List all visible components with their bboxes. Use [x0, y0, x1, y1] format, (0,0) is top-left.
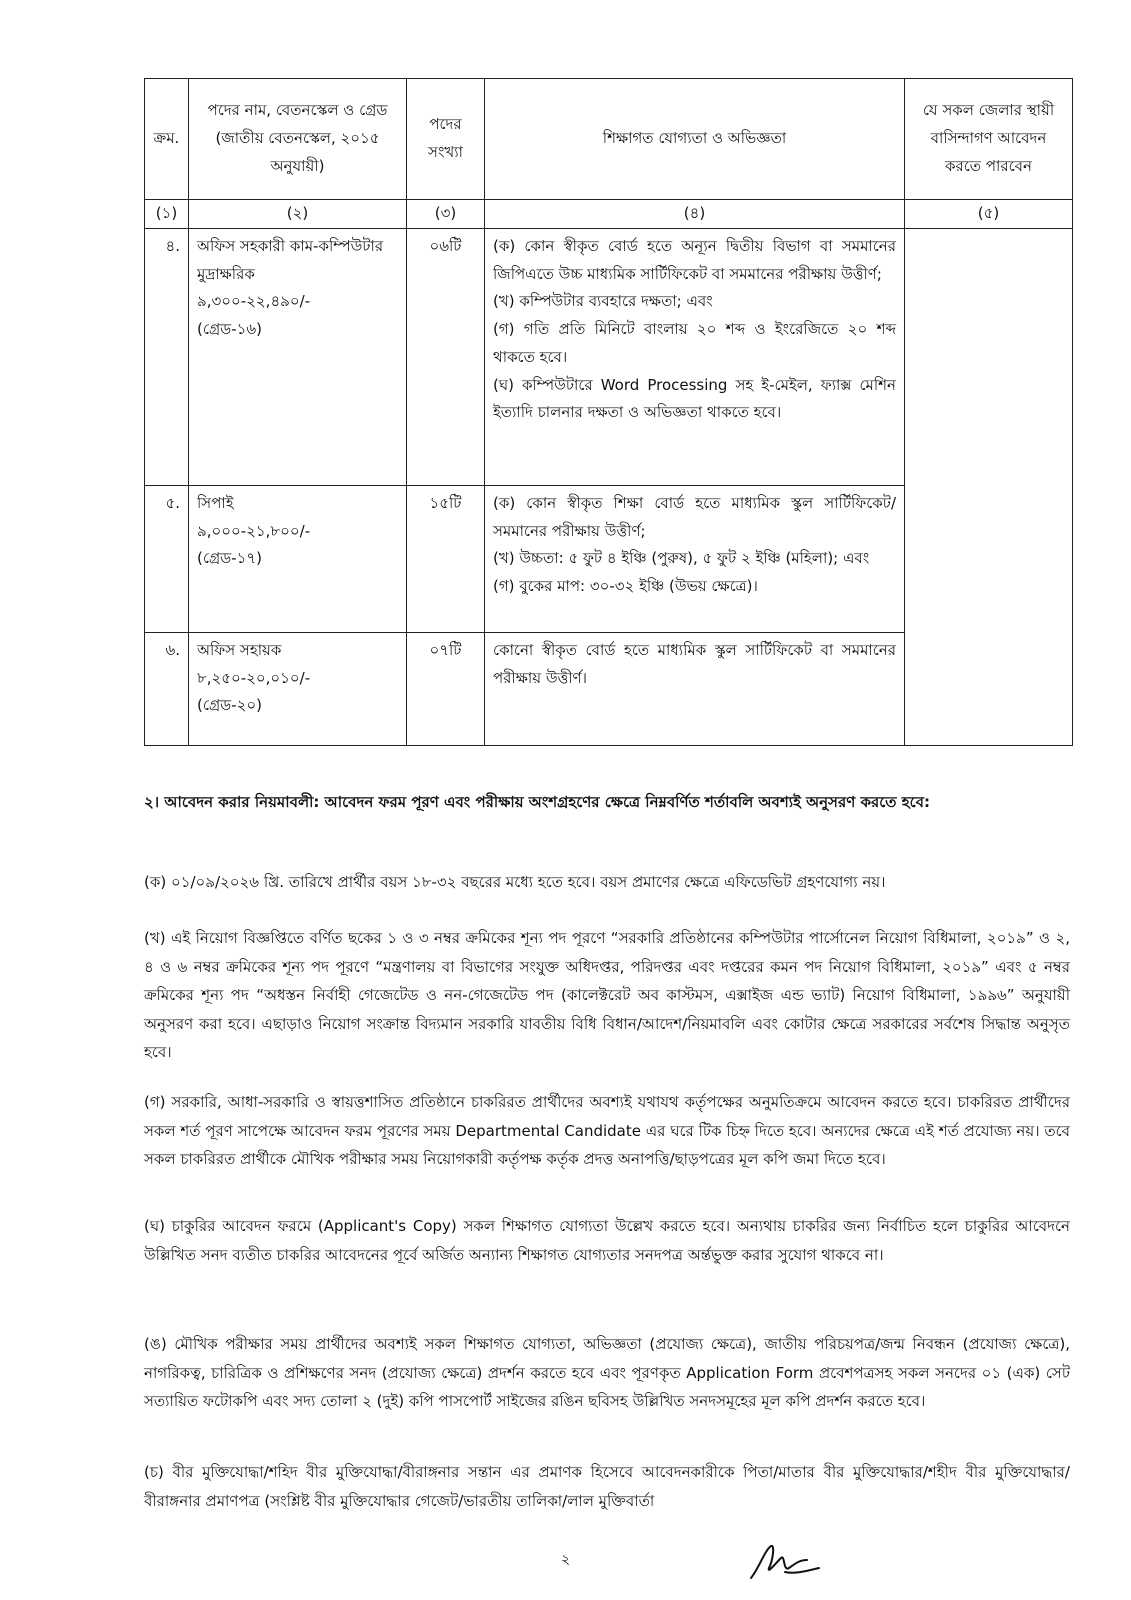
- header-post-count: পদের সংখ্যা: [407, 79, 485, 200]
- grade: (গ্রেড-২০): [197, 696, 262, 715]
- qualification-item: কোনো স্বীকৃত বোর্ড হতে মাধ্যমিক স্কুল সার্টিফিকেট বা সমমানের পরীক্ষায় উত্তীর্ণ।: [493, 640, 896, 687]
- page-number: ২: [560, 1552, 571, 1568]
- row-districts: [905, 228, 1073, 745]
- column-number: (১): [145, 200, 189, 229]
- column-number: (৫): [905, 200, 1073, 229]
- table-header-row: [145, 79, 1073, 200]
- post-name: সিপাই: [197, 493, 234, 512]
- row-post-cell: [189, 228, 407, 485]
- header-post-name: পদের নাম, বেতনস্কেল ও গ্রেড (জাতীয় বেতনস্কেল, ২০১৫ অনুযায়ী): [189, 79, 407, 200]
- qualification-item: (গ) গতি প্রতি মিনিটে বাংলায় ২০ শব্দ ও ইংরেজিতে ২০ শব্দ থাকতে হবে।: [493, 320, 896, 366]
- grade: (গ্রেড-১৬): [197, 320, 262, 338]
- column-number: (২): [189, 200, 407, 229]
- row-count: ১৫টি: [407, 485, 485, 632]
- row-post-cell: [189, 632, 407, 745]
- row-count: ০৬টি: [407, 228, 485, 485]
- header-districts: যে সকল জেলার স্থায়ী বাসিন্দাগণ আবেদন করতে পারবেন: [905, 79, 1073, 200]
- row-qualifications: [485, 632, 905, 745]
- row-serial: ৪.: [145, 228, 189, 485]
- qualification-item: (গ) বুকের মাপ: ৩০-৩২ ইঞ্চি (উভয় ক্ষেত্রে)।: [493, 577, 758, 595]
- rule-paragraph-ga: (গ) সরকারি, আধা-সরকারি ও স্বায়ত্তশাসিত প্রতিষ্ঠানে চাকরিরত প্রার্থীদের অবশ্যই যথাযথ কর্তৃপক্ষের অনুমতিক্রমে আবেদন করতে হবে। চাকরিরত প্রার্থীদের সকল শর্ত পূরণ সাপেক্ষে আবেদন ফরম পূরণের সময় Departmental Candidate এর ঘরে টিক চিহ্ন দিতে হবে। অন্যদের ক্ষেত্রে এই শর্ত প্রযোজ্য নয়। তবে সকল চাকরিরত প্রার্থীকে মৌখিক পরীক্ষার সময় নিয়োগকারী কর্তৃপক্ষ কর্তৃক প্রদত্ত অনাপত্তি/ছাড়পত্রের মূল কপি জমা দিতে হবে।: [144, 1093, 1070, 1168]
- signature-icon: [745, 1538, 825, 1586]
- rule-paragraph-gha: (ঘ) চাকুরির আবেদন ফরমে (Applicant's Copy) সকল শিক্ষাগত যোগ্যতা উল্লেখ করতে হবে। অন্যথায় চাকরির জন্য নির্বাচিত হলে চাকুরির আবেদনে উল্লিখিত সনদ ব্যতীত চাকরির আবেদনের পূর্বে অর্জিত অন্যান্য শিক্ষাগত যোগ্যতার সনদপত্র অর্ন্তভুক্ত করার সুযোগ থাকবে না।: [144, 1217, 1070, 1264]
- row-serial: ৬.: [145, 632, 189, 745]
- pay-scale: ৯,০০০-২১,৮০০/-: [197, 521, 311, 540]
- qualification-item: (ক) কোন স্বীকৃত শিক্ষা বোর্ড হতে মাধ্যমিক স্কুল সার্টিফিকেট/সমমানের পরীক্ষায় উত্তীর্ণ;: [493, 493, 896, 540]
- row-qualifications: [485, 228, 905, 485]
- rule-paragraph-ka: (ক) ০১/০৯/২০২৬ খ্রি. তারিখে প্রার্থীর বয়স ১৮-৩২ বছরের মধ্যে হতে হবে। বয়স প্রমাণের ক্ষেত্রে এফিডেভিট গ্রহণযোগ্য নয়।: [144, 873, 886, 891]
- column-number: (৩): [407, 200, 485, 229]
- post-name: অফিস সহায়ক: [197, 640, 282, 659]
- rule-paragraph-cha: (চ) বীর মুক্তিযোদ্ধা/শহিদ বীর মুক্তিযোদ্ধা/বীরাঙ্গনার সন্তান এর প্রমাণক হিসেবে আবেদনকারীকে পিতা/মাতার বীর মুক্তিযোদ্ধার/শহীদ বীর মুক্তিযোদ্ধার/বীরাঙ্গনার প্রমাণপত্র (সংশ্লিষ্ট বীর মুক্তিযোদ্ধার গেজেট/ভারতীয় তালিকা/লাল মুক্তিবার্তা: [144, 1463, 1070, 1510]
- header-serial: ক্রম.: [145, 79, 189, 200]
- qualification-item: (ঘ) কম্পিউটারে Word Processing সহ ই-মেইল, ফ্যাক্স মেশিন ইত্যাদি চালনার দক্ষতা ও অভিজ্ঞতা থাকতে হবে।: [493, 375, 896, 422]
- qualification-item: (ক) কোন স্বীকৃত বোর্ড হতে অন্যূন দ্বিতীয় বিভাগ বা সমমানের জিপিএতে উচ্চ মাধ্যমিক সার্টিফিকেট বা সমমানের পরীক্ষায় উত্তীর্ণ;: [493, 236, 896, 283]
- rule-paragraph-kha: (খ) এই নিয়োগ বিজ্ঞপ্তিতে বর্ণিত ছকের ১ ও ৩ নম্বর ক্রমিকের শূন্য পদ পূরণে “সরকারি প্রতিষ্ঠানের কম্পিউটার পার্সোনেল নিয়োগ বিধিমালা, ২০১৯” ও ২, ৪ ও ৬ নম্বর ক্রমিকের শূন্য পদ পূরণে “মন্ত্রণালয় বা বিভাগের সংযুক্ত অধিদপ্তর, পরিদপ্তর এবং দপ্তরের কমন পদ নিয়োগ বিধিমালা, ২০১৯” এবং ৫ নম্বর ক্রমিকের শূন্য পদ “অধস্তন নির্বাহী গেজেটেড ও নন-গেজেটেড পদ (কালেক্টরেট অব কাস্টমস, এক্সাইজ এন্ড ভ্যাট) নিয়োগ বিধিমালা, ১৯৯৬” অনুযায়ী অনুসরণ করা হবে। এছাড়াও নিয়োগ সংক্রান্ত বিদ্যমান সরকারি যাবতীয় বিধি বিধান/আদেশ/নিয়মাবলি এবং কোটার ক্ষেত্রে সরকারের সর্বশেষ সিদ্ধান্ত অনুসৃত হবে।: [144, 929, 1070, 1061]
- rule-paragraph-umo: (ঙ) মৌখিক পরীক্ষার সময় প্রার্থীদের অবশ্যই সকল শিক্ষাগত যোগ্যতা, অভিজ্ঞতা (প্রযোজ্য ক্ষেত্রে), জাতীয় পরিচয়পত্র/জন্ম নিবন্ধন (প্রযোজ্য ক্ষেত্রে), নাগরিকত্ব, চারিত্রিক ও প্রশিক্ষণের সনদ (প্রযোজ্য ক্ষেত্রে) প্রদর্শন করতে হবে এবং পূরণকৃত Application Form প্রবেশপত্রসহ সকল সনদের ০১ (এক) সেট সত্যায়িত ফটোকপি এবং সদ্য তোলা ২ (দুই) কপি পাসপোর্ট সাইজের রঙিন ছবিসহ উল্লিখিত সনদসমূহের মূল কপি প্রদর্শন করতে হবে।: [144, 1335, 1070, 1410]
- row-qualifications: [485, 485, 905, 632]
- row-serial: ৫.: [145, 485, 189, 632]
- pay-scale: ৮,২৫০-২০,০১০/-: [197, 668, 311, 687]
- section-2-heading: ২। আবেদন করার নিয়মাবলী: আবেদন ফরম পূরণ এবং পরীক্ষায় অংশগ্রহণের ক্ষেত্রে নিম্নবর্ণিত শর্তাবলি অবশ্যই অনুসরণ করতে হবে:: [144, 793, 931, 811]
- column-number-row: [145, 200, 1073, 229]
- qualification-item: (খ) উচ্চতা: ৫ ফুট ৪ ইঞ্চি (পুরুষ), ৫ ফুট ২ ইঞ্চি (মহিলা); এবং: [493, 549, 870, 568]
- header-qualification: শিক্ষাগত যোগ্যতা ও অভিজ্ঞতা: [485, 79, 905, 200]
- pay-scale: ৯,৩০০-২২,৪৯০/-: [197, 292, 311, 311]
- posts-table: [144, 78, 1073, 746]
- row-count: ০৭টি: [407, 632, 485, 745]
- qualification-item: (খ) কম্পিউটার ব্যবহারে দক্ষতা; এবং: [493, 292, 713, 311]
- grade: (গ্রেড-১৭): [197, 549, 262, 568]
- column-number: (৪): [485, 200, 905, 229]
- row-post-cell: [189, 485, 407, 632]
- post-name: অফিস সহকারী কাম-কম্পিউটার মুদ্রাক্ষরিক: [197, 236, 384, 283]
- table-row: [145, 228, 1073, 485]
